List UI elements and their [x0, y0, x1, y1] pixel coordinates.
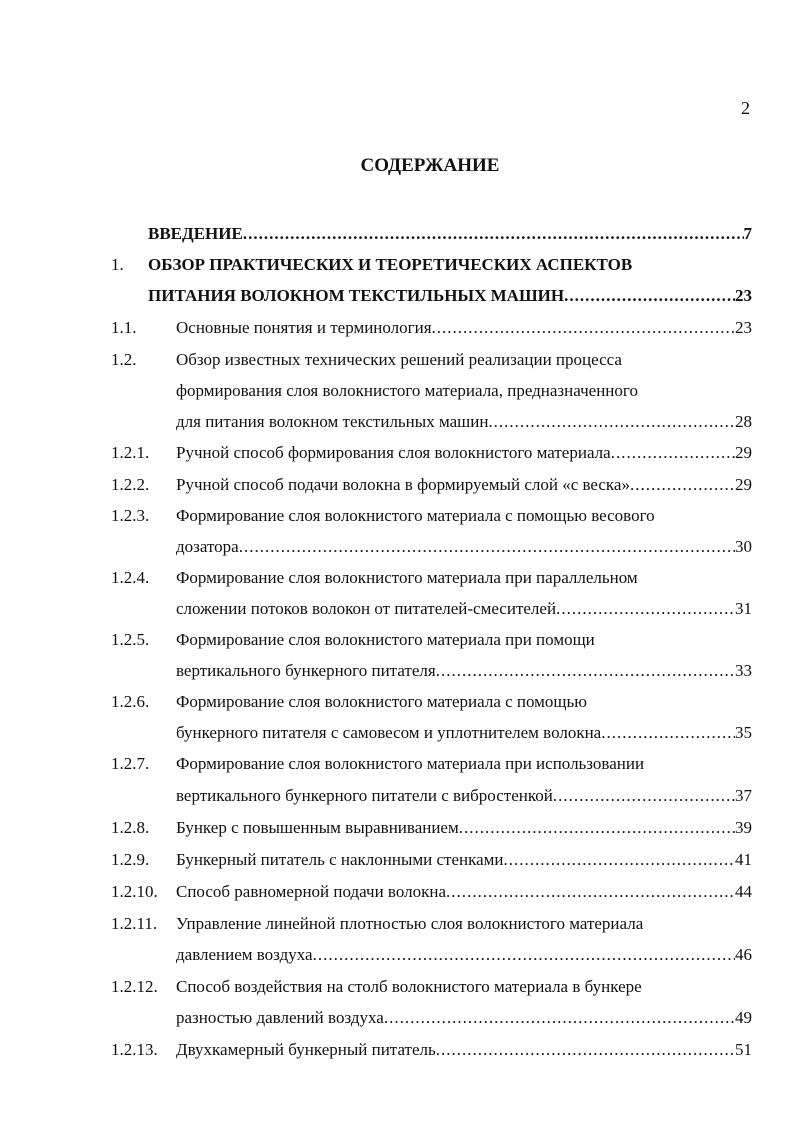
toc-entry-page: 30	[735, 537, 752, 556]
toc-entry-page: 46	[735, 945, 752, 964]
toc-entry-number: 1.2.1.	[111, 443, 150, 462]
toc-entry-number: 1.2.9.	[111, 850, 150, 869]
toc-leader-dots	[436, 655, 735, 686]
toc-entry-number: 1.2.5.	[111, 630, 150, 649]
toc-entry-number: 1.2.8.	[111, 818, 150, 837]
toc-entry-page: 29	[735, 475, 752, 494]
toc-entry-text: ПИТАНИЯ ВОЛОКНОМ ТЕКСТИЛЬНЫХ МАШИН	[148, 286, 565, 305]
toc-entry-text: Ручной способ подачи волокна в формируемый слой «с веска»	[176, 475, 630, 494]
toc-leader-dots	[432, 312, 735, 343]
toc-leader-dots	[313, 939, 735, 970]
toc-entry-number: 1.1.	[111, 318, 137, 337]
toc-entry-text: формирования слоя волокнистого материала, предназначенного	[176, 381, 638, 400]
toc-entry-text: Формирование слоя волокнистого материала при параллельном	[176, 568, 638, 587]
toc-entry-text: Бункерный питатель с наклонными стенками	[176, 850, 504, 869]
toc-leader-dots	[504, 844, 735, 875]
toc-entry-page: 23	[735, 286, 752, 305]
toc-entry-text: давлением воздуха	[176, 945, 313, 964]
toc-entry-text: Обзор известных технических решений реализации процесса	[176, 350, 622, 369]
toc-leader-dots	[488, 406, 735, 437]
toc-entry-text: дозатора	[176, 537, 239, 556]
toc-entry-page: 51	[735, 1040, 752, 1059]
toc-entry-text: Управление линейной плотностью слоя волокнистого материала	[176, 914, 644, 933]
toc-leader-dots	[564, 280, 735, 311]
toc-entry-page: 37	[735, 786, 752, 805]
toc-entry-page: 29	[735, 443, 752, 462]
toc-entry-number: 1.2.4.	[111, 568, 150, 587]
toc-entry-text: Ручной способ формирования слоя волокнистого материала	[176, 443, 611, 462]
toc-entry-number: 1.2.11.	[111, 914, 158, 933]
toc-leader-dots	[553, 780, 735, 811]
toc-entry-text: Формирование слоя волокнистого материала при использовании	[176, 754, 645, 773]
toc-entry-text: ОБЗОР ПРАКТИЧЕСКИХ И ТЕОРЕТИЧЕСКИХ АСПЕКТОВ	[148, 255, 633, 274]
toc-entry-number: 1.	[111, 255, 124, 274]
toc-entry-text: Формирование слоя волокнистого материала с помощью весового	[176, 506, 655, 525]
toc-leader-dots	[436, 1034, 735, 1065]
toc-leader-dots	[446, 876, 735, 907]
toc-leader-dots	[556, 593, 735, 624]
toc-entry-page: 35	[735, 723, 752, 742]
toc-entry-text: бункерного питателя с самовесом и уплотнителем волокна	[176, 723, 602, 742]
toc-entry-number: 1.2.2.	[111, 475, 150, 494]
toc-entry-text: Формирование слоя волокнистого материала при помощи	[176, 630, 595, 649]
toc-entry-page: 23	[735, 318, 752, 337]
toc-entry-page: 7	[743, 224, 752, 243]
toc-entry-text: Двухкамерный бункерный питатель	[176, 1040, 436, 1059]
toc-entry-page: 39	[735, 818, 752, 837]
toc-entry-text: Способ воздействия на столб волокнистого материала в бункере	[176, 977, 642, 996]
toc-entry-number: 1.2.	[111, 350, 137, 369]
toc-leader-dots	[239, 531, 735, 562]
toc-entry-number: 1.2.12.	[111, 977, 158, 996]
toc-entry-text: Основные понятия и терминология	[176, 318, 432, 337]
toc-entry-page: 41	[735, 850, 752, 869]
toc-leader-dots	[243, 218, 744, 249]
toc-entry-text: Формирование слоя волокнистого материала с помощью	[176, 692, 587, 711]
toc-entry-text: ВВЕДЕНИЕ	[148, 224, 243, 243]
toc-entry-number: 1.2.3.	[111, 506, 150, 525]
toc-entry-text: вертикального бункерного питатели с вибростенкой	[176, 786, 553, 805]
toc-entry-text: Способ равномерной подачи волокна	[176, 882, 446, 901]
toc-entry-number: 1.2.13.	[111, 1040, 158, 1059]
toc-leader-dots	[611, 437, 735, 468]
page-number: 2	[741, 98, 750, 118]
toc-entry-number: 1.2.7.	[111, 754, 150, 773]
toc-leader-dots	[384, 1002, 735, 1033]
toc-entry-page: 49	[735, 1008, 752, 1027]
toc-entry-text: для питания волокном текстильных машин	[176, 412, 489, 431]
toc-entry-text: разностью давлений воздуха	[176, 1008, 384, 1027]
toc-entry-text: сложении потоков волокон от питателей-смесителей	[176, 599, 557, 618]
toc-entry-page: 31	[735, 599, 752, 618]
toc-leader-dots	[459, 812, 735, 843]
toc-entry-page: 33	[735, 661, 752, 680]
toc-entry-text: вертикального бункерного питателя	[176, 661, 436, 680]
page-title: СОДЕРЖАНИЕ	[360, 155, 500, 176]
toc-entry-number: 1.2.6.	[111, 692, 150, 711]
toc-entry-number: 1.2.10.	[111, 882, 158, 901]
toc-leader-dots	[601, 717, 735, 748]
toc-leader-dots	[630, 469, 735, 500]
toc-entry-text: Бункер с повышенным выравниванием	[176, 818, 459, 837]
toc-entry-page: 44	[735, 882, 752, 901]
toc-entry-page: 28	[735, 412, 752, 431]
